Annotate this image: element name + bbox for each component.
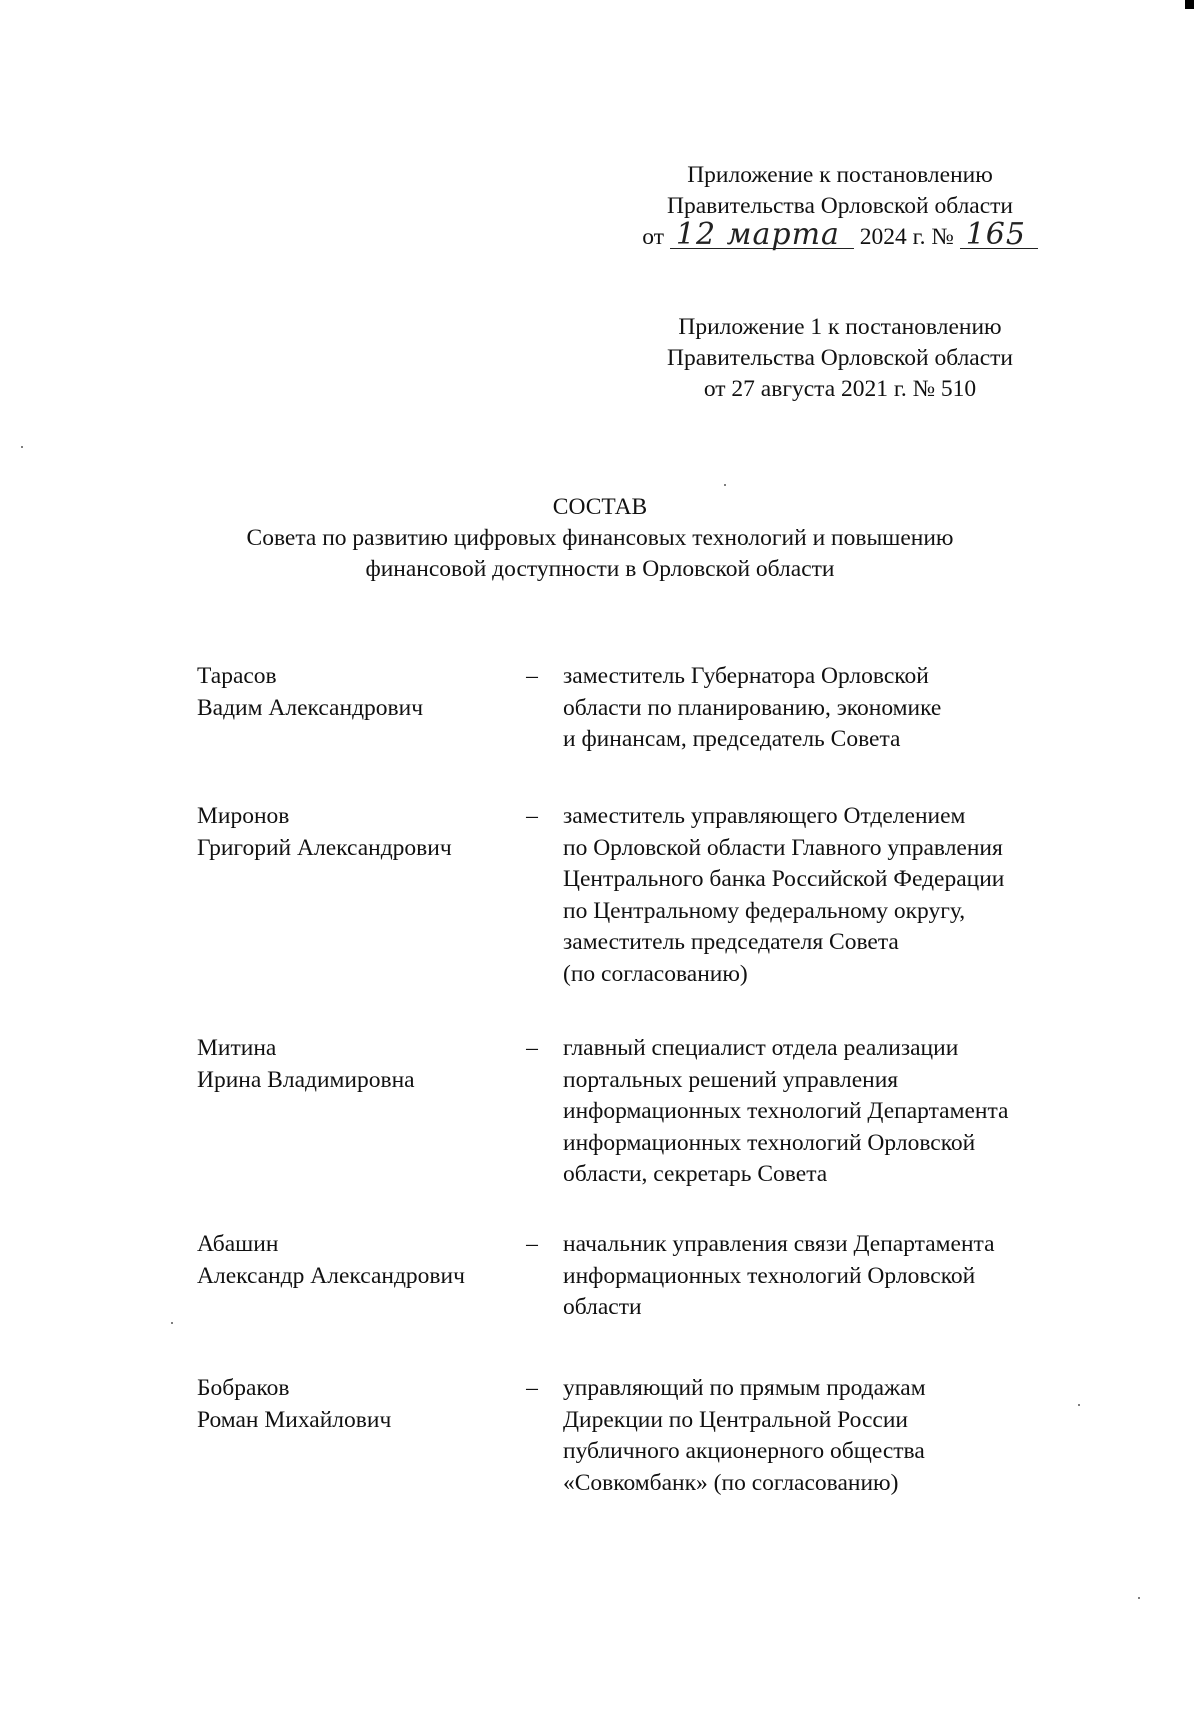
member-dash: – — [526, 803, 538, 829]
member-surname: Миронов — [197, 803, 290, 829]
member-role: управляющий по прямым продажам Дирекции по Центральной России публичного акционерного общества «Совкомбанк» (по согласованию) — [563, 1375, 926, 1496]
scan-speck — [171, 1322, 173, 1324]
member-given-names: Ирина Владимировна — [197, 1066, 415, 1093]
member-role: главный специалист отдела реализации портальных решений управления информационных технологий Департамента информационных технологий Орловской области, секретарь Совета — [563, 1035, 1009, 1187]
scan-corner-mark — [1185, 0, 1194, 9]
member-name — [197, 1373, 517, 1436]
scan-speck — [1078, 1404, 1080, 1406]
appendix-header — [600, 160, 1080, 253]
appendix-line-3 — [600, 217, 1080, 253]
member-surname: Тарасов — [197, 663, 277, 689]
member-name — [197, 1033, 517, 1096]
appendix-line-1: Приложение к постановлению — [687, 162, 993, 188]
member-name — [197, 801, 517, 864]
member-dash: – — [526, 1035, 538, 1061]
title-line-1: Совета по развитию цифровых финансовых технологий и повышению — [246, 525, 954, 551]
member-given-names: Григорий Александрович — [197, 834, 452, 861]
member-surname: Митина — [197, 1035, 277, 1061]
member-surname: Абашин — [197, 1231, 279, 1257]
original-appendix-line-1: Приложение 1 к постановлению — [678, 314, 1002, 340]
member-role: начальник управления связи Департамента информационных технологий Орловской области — [563, 1231, 995, 1320]
member-given-names: Роман Михайлович — [197, 1406, 392, 1433]
scan-speck — [724, 484, 726, 486]
scan-speck — [1138, 1597, 1140, 1599]
appendix-year-number: 2024 г. № — [859, 224, 954, 250]
document-title — [140, 492, 1060, 585]
member-dash: – — [526, 1375, 538, 1401]
appendix-line-2: Правительства Орловской области — [666, 193, 1014, 219]
original-appendix-line-3: от 27 августа 2021 г. № 510 — [703, 376, 977, 402]
title-line-2: финансовой доступности в Орловской области — [365, 556, 835, 582]
title-heading: СОСТАВ — [552, 494, 648, 520]
handwritten-date: 12 марта — [670, 222, 854, 249]
member-name — [197, 1229, 517, 1292]
member-dash: – — [526, 1231, 538, 1257]
member-role: заместитель Губернатора Орловской области по планированию, экономике и финансам, председатель Совета — [563, 663, 942, 752]
scan-speck — [21, 446, 23, 448]
member-given-names: Вадим Александрович — [197, 694, 424, 721]
handwritten-number: 165 — [960, 222, 1038, 249]
member-role: заместитель управляющего Отделением по Орловской области Главного управления Центрального банка Российской Федерации по Центральному федеральному округу, заместитель председателя Совета (по согласованию) — [563, 803, 1005, 987]
member-given-names: Александр Александрович — [197, 1262, 465, 1289]
original-appendix-line-2: Правительства Орловской области — [666, 345, 1014, 371]
member-dash: – — [526, 663, 538, 689]
member-name — [197, 661, 517, 724]
member-surname: Бобраков — [197, 1375, 290, 1401]
appendix-from: от — [642, 224, 665, 250]
original-appendix-header — [600, 312, 1080, 405]
